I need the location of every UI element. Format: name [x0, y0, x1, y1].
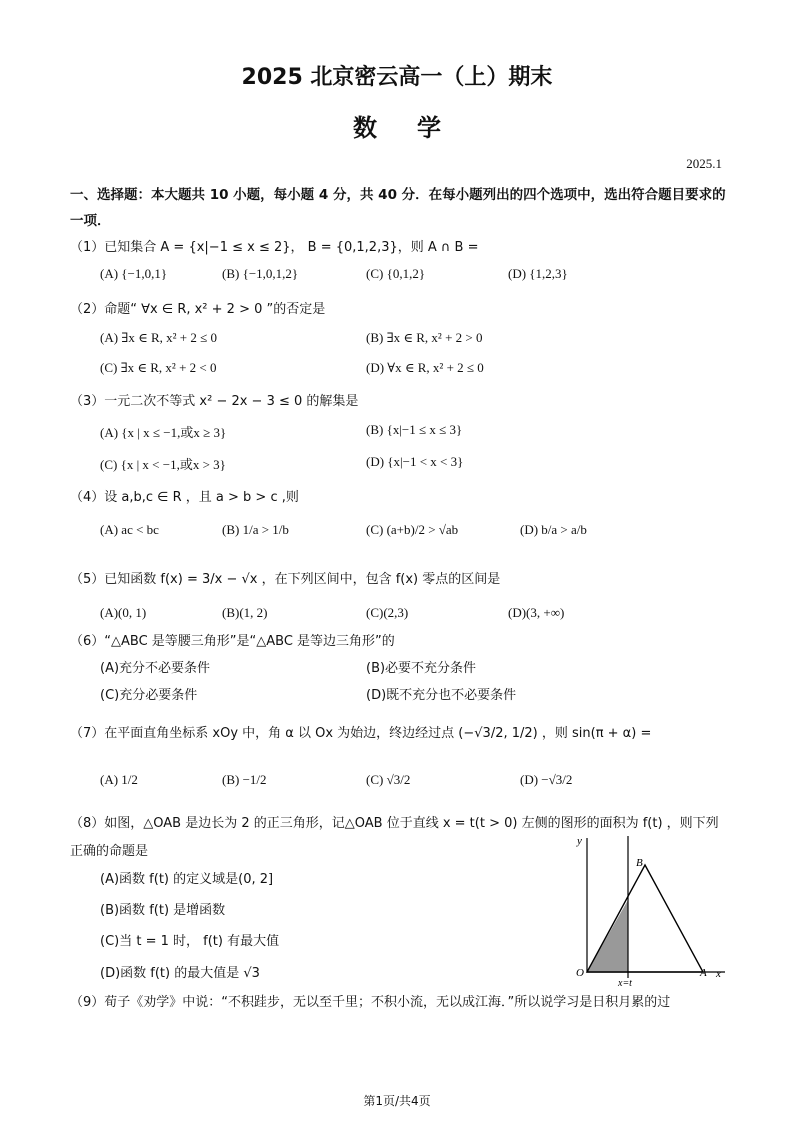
question-2-option-d: (D) ∀x ∈ R, x² + 2 ≤ 0 [366, 360, 484, 375]
question-4-stem: （4）设 a,b,c ∈ R ，且 a > b > c ,则 [70, 490, 299, 505]
section-instruction: 一、选择题：本大题共 10 小题，每小题 4 分，共 40 分．在每小题列出的四个选项中，选出符合题目要求的一项． [70, 187, 726, 229]
page-number: 第1页/共4页 [363, 1094, 431, 1108]
question-7-stem: （7）在平面直角坐标系 xOy 中，角 α 以 Ox 为始边，终边经过点 (−√3/2, 1/2) ，则 sin(π + α) = [70, 726, 652, 741]
triangle-figure [560, 830, 730, 990]
question-3-option-a: (A) {x | x ≤ −1,或x ≥ 3} [100, 425, 227, 440]
question-8-option-c: (C)当 t = 1 时， f(t) 有最大值 [100, 934, 280, 949]
point-b-label: B [636, 857, 643, 869]
question-8-option-d: (D)函数 f(t) 的最大值是 √3 [100, 966, 260, 981]
line-label: x=t [618, 978, 632, 989]
question-5-option-c: (C)(2,3) [366, 605, 409, 620]
question-1-option-c: (C) {0,1,2} [366, 266, 426, 281]
question-2-option-c: (C) ∃x ∈ R, x² + 2 < 0 [100, 360, 217, 375]
subject-title: 数学 [353, 114, 481, 142]
question-5-option-d: (D)(3, +∞) [508, 605, 565, 620]
question-8-option-b: (B)函数 f(t) 是增函数 [100, 903, 226, 918]
question-2-stem: （2）命题“ ∀x ∈ R, x² + 2 > 0 ”的否定是 [70, 302, 326, 317]
exam-date: 2025.1 [686, 156, 722, 171]
question-6-option-c: (C)充分必要条件 [100, 688, 198, 703]
question-2-option-a: (A) ∃x ∈ R, x² + 2 ≤ 0 [100, 330, 218, 345]
question-3-stem: （3）一元二次不等式 x² − 2x − 3 ≤ 0 的解集是 [70, 394, 359, 409]
question-7-option-c: (C) √3/2 [366, 772, 411, 787]
y-label: y [577, 835, 582, 847]
question-1-option-b: (B) {−1,0,1,2} [222, 266, 299, 281]
question-5-stem: （5）已知函数 f(x) = 3/x − √x ，在下列区间中，包含 f(x) 零点的区间是 [70, 572, 501, 587]
question-6-option-d: (D)既不充分也不必要条件 [366, 688, 517, 703]
x-label: x [716, 968, 721, 980]
point-a-label: A [700, 967, 707, 979]
question-4-option-a: (A) ac < bc [100, 522, 159, 537]
question-8-option-a: (A)函数 f(t) 的定义域是(0, 2] [100, 872, 274, 887]
question-4-option-d: (D) b/a > a/b [520, 522, 587, 537]
question-7-option-b: (B) −1/2 [222, 772, 267, 787]
question-2-option-b: (B) ∃x ∈ R, x² + 2 > 0 [366, 330, 483, 345]
origin-label: O [576, 967, 584, 979]
question-6-option-b: (B)必要不充分条件 [366, 661, 477, 676]
question-3-option-d: (D) {x|−1 < x < 3} [366, 454, 464, 469]
question-7-option-d: (D) −√3/2 [520, 772, 573, 787]
question-1-option-a: (A) {−1,0,1} [100, 266, 168, 281]
question-3-option-c: (C) {x | x < −1,或x > 3} [100, 457, 226, 472]
question-5-option-a: (A)(0, 1) [100, 605, 147, 620]
question-6-option-a: (A)充分不必要条件 [100, 661, 211, 676]
question-9-stem: （9）荀子《劝学》中说：“不积跬步，无以至千里；不积小流，无以成江海．”所以说学习是日积月累的过 [70, 995, 671, 1010]
question-4-option-b: (B) 1/a > 1/b [222, 522, 289, 537]
question-4-option-c: (C) (a+b)/2 > √ab [366, 522, 459, 537]
question-1-stem: （1）已知集合 A = {x|−1 ≤ x ≤ 2}， B = {0,1,2,3}，则 A ∩ B = [70, 240, 479, 255]
question-8-stem: （8）如图，△OAB 是边长为 2 的正三角形，记△OAB 位于直线 x = t(t > 0) 左侧的图形的面积为 f(t) ，则下列正确的命题是 [70, 816, 719, 859]
question-6-stem: （6）“△ABC 是等腰三角形”是“△ABC 是等边三角形”的 [70, 634, 395, 649]
question-1-option-d: (D) {1,2,3} [508, 266, 568, 281]
question-5-option-b: (B)(1, 2) [222, 605, 268, 620]
question-3-option-b: (B) {x|−1 ≤ x ≤ 3} [366, 422, 463, 437]
exam-title: 2025 北京密云高一（上）期末 [241, 65, 553, 90]
question-7-option-a: (A) 1/2 [100, 772, 138, 787]
